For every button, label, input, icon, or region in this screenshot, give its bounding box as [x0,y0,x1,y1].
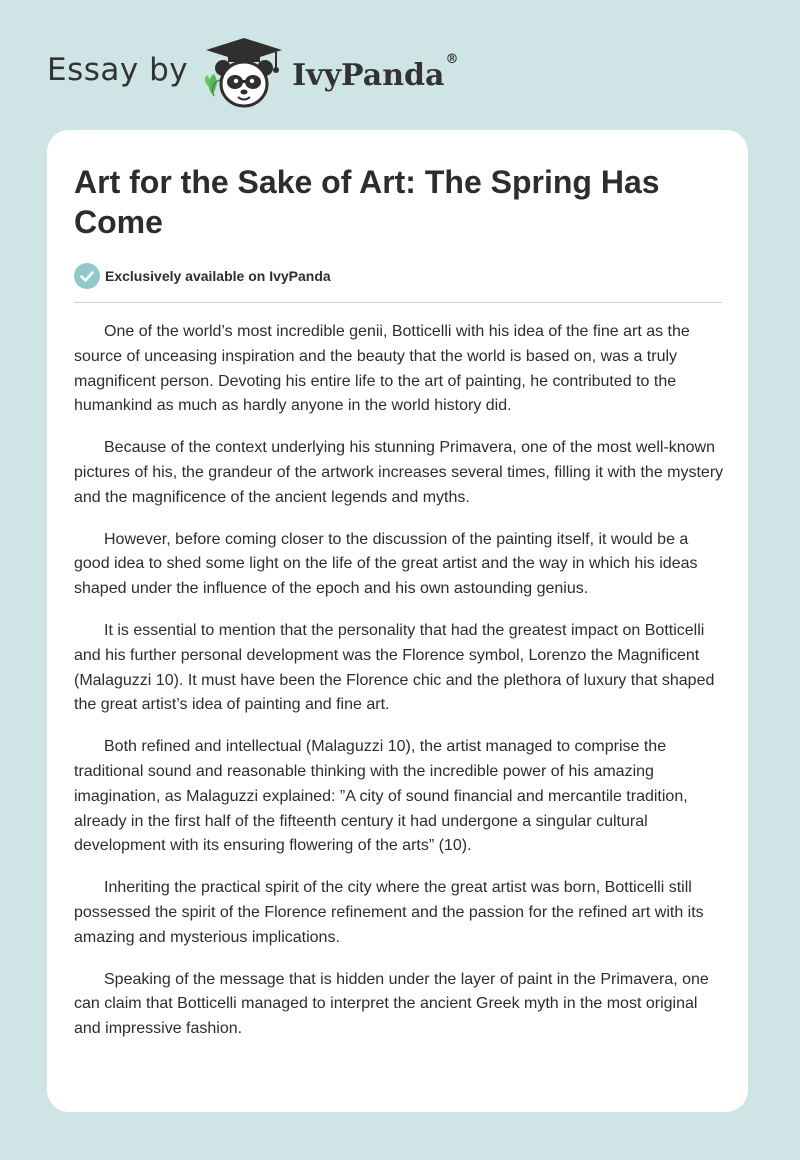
paragraph: One of the world’s most incredible genii, Botticelli with his idea of the fine art as the source of unceasing inspiration and the beauty that the world is based on, was a truly magnificent person. Devoting his entire life to the art of painting, he contributed to the humankind as much as hardly anyone in the world history did. [74,323,690,415]
check-circle-icon [74,263,100,289]
exclusive-badge [74,263,331,289]
article-body [74,320,724,1059]
title-divider [74,302,722,303]
brand-name: IvyPanda® [292,51,459,93]
brand-prefix: Essay by [47,52,189,88]
exclusive-label: Exclusively available on IvyPanda [105,268,331,284]
article-title: Art for the Sake of Art: The Spring Has Come [74,164,660,240]
paragraph: However, before coming closer to the discussion of the painting itself, it would be a good idea to shed some light on the life of the great artist and the way in which his ideas shaped under the influence of the epoch and his own astounding genius. [74,530,698,598]
registered-mark: ® [445,51,459,67]
brand-header[interactable] [47,34,458,114]
paragraph: Both refined and intellectual (Malaguzzi 10), the artist managed to comprise the traditional sound and reasonable thinking with the incredible power of his amazing imagination, as Malaguzzi explained: ”A city of sound financial and mercantile tradition, already in the first half of the fifteenth century it had undergone a singular cultural development with its ensuring flowering of the arts” (10). [74,738,688,855]
panda-graduate-logo-icon [198,34,290,114]
paragraph: Inheriting the practical spirit of the city where the great artist was born, Botticelli still possessed the spirit of the Florence refinement and the passion for the refined art with its amazing and mysterious implications. [74,879,704,946]
paragraph: Because of the context underlying his stunning Primavera, one of the most well-known pictures of his, the grandeur of the artwork increases several times, filling it with the mystery and the magnificence of the ancient legends and myths. [74,439,724,506]
paragraph: It is essential to mention that the personality that had the greatest impact on Botticelli and his further personal development was the Florence symbol, Lorenzo the Magnificent (Malaguzzi 10). It must have been the Florence chic and the plethora of luxury that shaped the great artist’s idea of painting and fine art. [74,621,715,714]
article-card [47,130,748,1112]
paragraph: Speaking of the message that is hidden under the layer of paint in the Primavera, one can claim that Botticelli managed to interpret the ancient Greek myth in the most original and impressive fashion. [74,970,709,1038]
